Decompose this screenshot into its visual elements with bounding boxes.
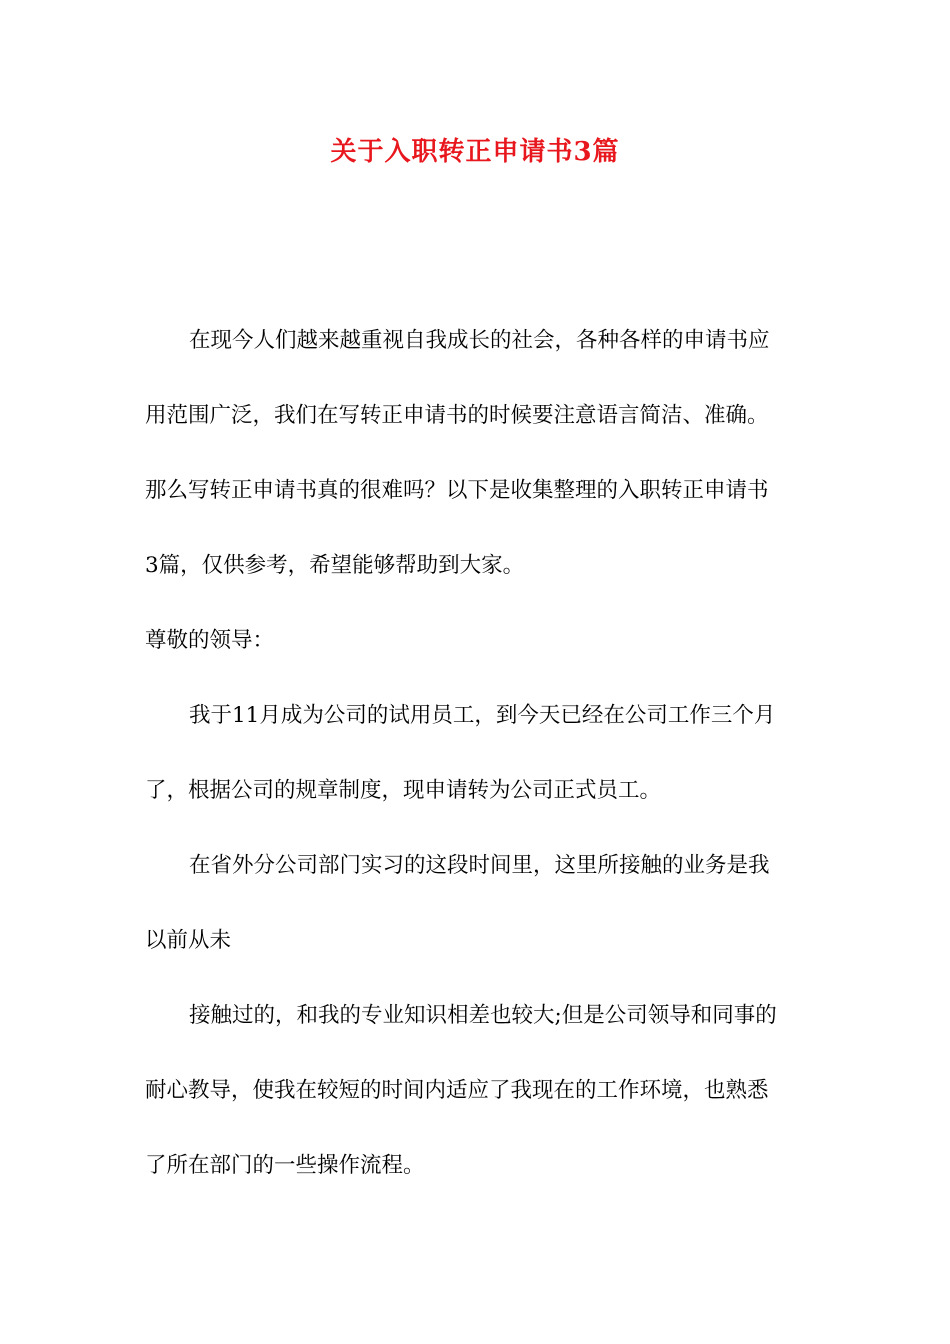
salutation-line: 尊敬的领导： (145, 628, 275, 653)
paragraph-line: 我于11月成为公司的试用员工，到今天已经在公司工作三个月 (189, 703, 776, 728)
paragraph-line: 用范围广泛，我们在写转正申请书的时候要注意语言简洁、准确。 (145, 403, 769, 428)
paragraph-line: 那么写转正申请书真的很难吗？以下是收集整理的入职转正申请书 (145, 478, 769, 503)
paragraph-line: 在省外分公司部门实习的这段时间里，这里所接触的业务是我 (189, 853, 770, 878)
paragraph-line: 3篇，仅供参考，希望能够帮助到大家。 (145, 553, 525, 578)
document-body (145, 322, 805, 1222)
paragraph-line: 了，根据公司的规章制度，现申请转为公司正式员工。 (145, 778, 662, 803)
document-title: 关于入职转正申请书3篇 (330, 137, 620, 167)
paragraph-line: 在现今人们越来越重视自我成长的社会，各种各样的申请书应 (189, 328, 770, 353)
paragraph-line: 耐心教导，使我在较短的时间内适应了我现在的工作环境，也熟悉 (145, 1078, 769, 1103)
paragraph-line: 了所在部门的一些操作流程。 (145, 1153, 425, 1178)
paragraph-line: 以前从未 (145, 928, 232, 953)
paragraph-line: 接触过的，和我的专业知识相差也较大;但是公司领导和同事的 (189, 1003, 777, 1028)
